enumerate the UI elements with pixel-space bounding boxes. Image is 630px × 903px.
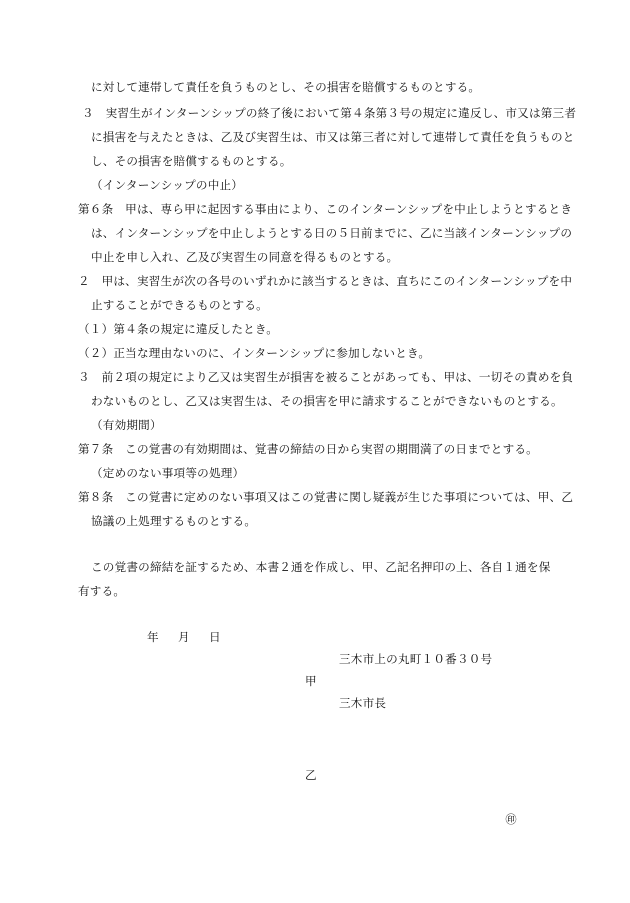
article6-paragraph2-line2: 止することができるものとする。 — [91, 298, 268, 312]
article6-paragraph1-line3: 中止を申し入れ、乙及び実習生の同意を得るものとする。 — [91, 250, 399, 264]
article6-paragraph2-line1: ２ 甲は、実習生が次の各号のいずれかに該当するときは、直ちにこのインターンシップを中 — [78, 274, 573, 288]
date-year-label: 年 — [147, 630, 159, 644]
party-a-address: 三木市上の丸町１０番３０号 — [339, 652, 493, 666]
date-day-label: 日 — [209, 630, 221, 644]
article7-text: 第７条 この覚書の有効期間は、覚書の締結の日から実習の期間満了の日までとする。 — [78, 442, 538, 456]
article6-heading: （インターンシップの中止） — [91, 178, 244, 192]
article7-heading: （有効期間） — [91, 418, 162, 432]
article5-paragraph3-line2: に損害を与えたときは、乙及び実習生は、市又は第三者に対して連帯して責任を負うものと — [91, 130, 575, 144]
party-a-label: 甲 — [305, 674, 317, 688]
date-month-label: 月 — [178, 630, 190, 644]
article6-paragraph3-line1: ３ 前２項の規定により乙又は実習生が損害を被ることがあっても、甲は、一切その責めを負 — [78, 370, 574, 384]
party-a-name: 三木市長 — [339, 696, 387, 710]
article5-paragraph3-line3: し、その損害を賠償するものとする。 — [91, 154, 292, 168]
article6-paragraph1-line2: は、インターンシップを中止しようとする日の５日前までに、乙に当該インターンシップの — [91, 226, 573, 240]
article5-paragraph3-line1: ３ 実習生がインターンシップの終了後において第４条第３号の規定に違反し、市又は第三者 — [82, 106, 577, 120]
closing-line2: 有する。 — [78, 584, 126, 598]
article6-item2: （２）正当な理由ないのに、インターンシップに参加しないとき。 — [78, 346, 431, 360]
article8-heading: （定めのない事項等の処理） — [91, 466, 245, 480]
seal-mark-icon: ㊞ — [505, 813, 517, 826]
article8-line1: 第８条 この覚書に定めのない事項又はこの覚書に関し疑義が生じた事項については、甲、乙 — [78, 490, 574, 504]
article8-line2: 協議の上処理するものとする。 — [91, 514, 257, 528]
article6-paragraph3-line2: わないものとし、乙又は実習生は、その損害を甲に請求することができないものとする。 — [91, 394, 563, 408]
article6-paragraph1-line1: 第６条 甲は、専ら甲に起因する事由により、このインターンシップを中止しようとするとき — [78, 202, 573, 216]
party-b-label: 乙 — [305, 768, 317, 782]
closing-line1: この覚書の締結を証するため、本書２通を作成し、甲、乙記名押印の上、各自１通を保 — [91, 560, 551, 574]
article5-continuation: に対して連帯して責任を負うものとし、その損害を賠償するものとする。 — [91, 80, 481, 94]
article6-item1: （１）第４条の規定に違反したとき。 — [78, 322, 279, 336]
